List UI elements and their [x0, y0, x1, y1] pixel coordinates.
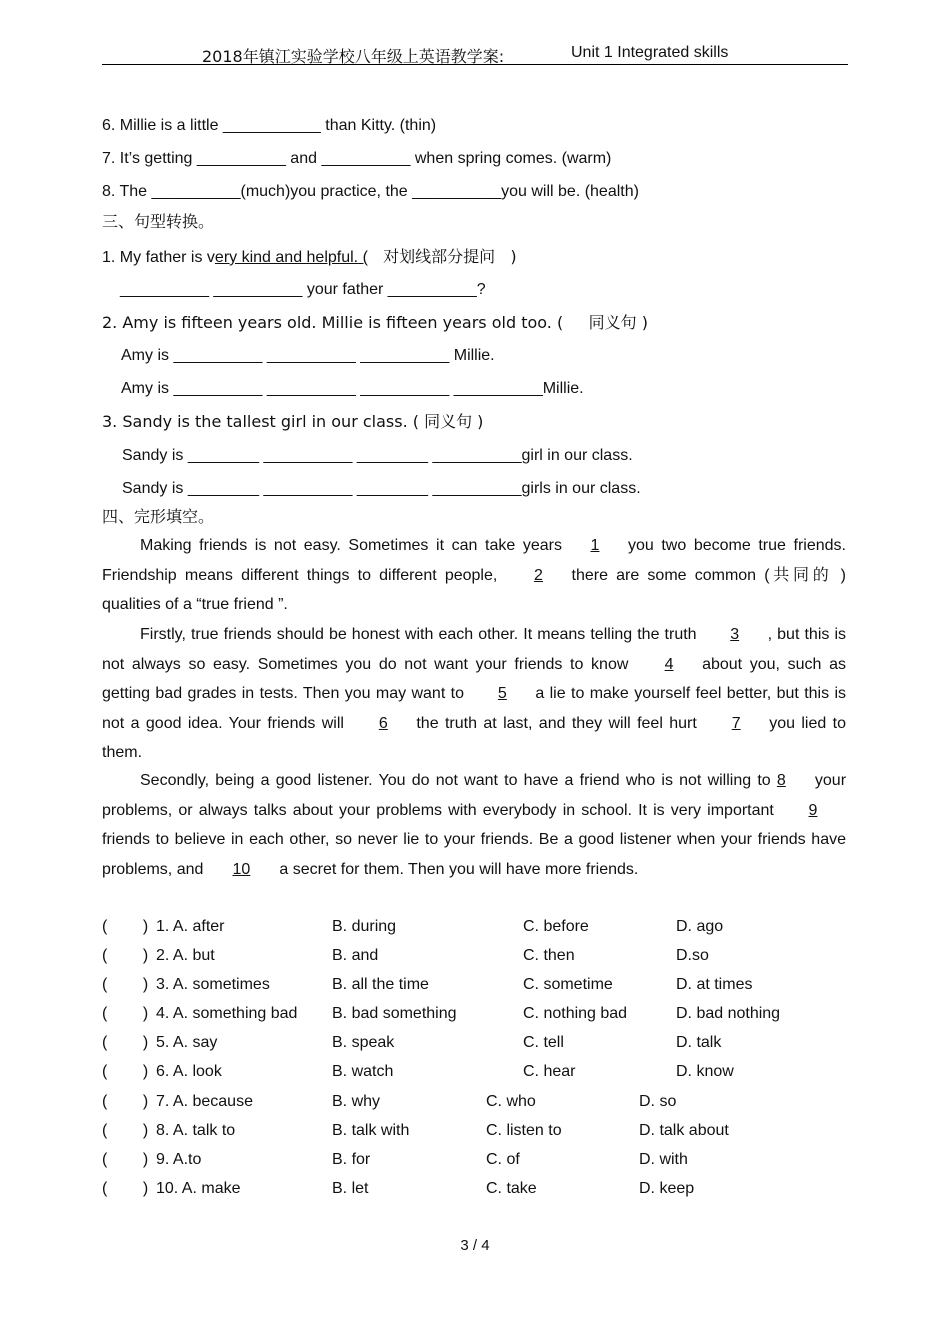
cloze-paragraph-3	[102, 766, 846, 884]
option-c: C. then	[523, 947, 575, 964]
header-title: 2018年镇江实验学校八年级上英语教学案:	[202, 47, 505, 66]
option-b: B. bad something	[332, 1005, 457, 1022]
option-c: C. nothing bad	[523, 1005, 628, 1022]
option-b: B. during	[332, 918, 397, 935]
cloze-text: you two become true friends. Friendship means different things to different people,	[102, 537, 846, 584]
option-d: D. know	[676, 1063, 734, 1080]
cloze-text: Secondly, being a good listener. You do not want to have a friend who is not willing to	[140, 772, 771, 789]
option-c: C. hear	[523, 1063, 576, 1080]
cloze-blank-10: 10	[232, 860, 251, 878]
answer-bracket: ( )	[102, 918, 149, 935]
cloze-text: Making friends is not easy. Sometimes it can take years	[140, 537, 562, 554]
option-d: D. with	[639, 1151, 688, 1168]
option-c: C. of	[486, 1151, 520, 1168]
cloze-blank-4: 4	[664, 655, 674, 673]
option-b: B. why	[332, 1093, 381, 1110]
section3-q1	[102, 247, 517, 268]
page-number: 3 / 4	[460, 1237, 490, 1254]
option-d: D. bad nothing	[676, 1005, 781, 1022]
option-a: 2. A. but	[156, 947, 215, 964]
option-a: 6. A. look	[156, 1063, 222, 1080]
cloze-text: , but this is not always so easy. Sometimes you do not want your friends to know	[102, 626, 846, 673]
cloze-text: you lied to them.	[102, 714, 846, 761]
option-b: B. watch	[332, 1063, 394, 1080]
option-d: D. ago	[676, 918, 724, 935]
option-b: B. and	[332, 947, 379, 964]
fill-item-6: 6. Millie is a little ___________ than Kitty. (thin)	[102, 117, 437, 134]
answer-bracket: ( )	[102, 1151, 149, 1168]
option-a: 1. A. after	[156, 918, 225, 935]
cloze-blank-9: 9	[808, 801, 818, 819]
option-b: B. talk with	[332, 1122, 410, 1139]
cloze-text: there are some common (共同的 ) qualities of a “true friend ”.	[102, 566, 846, 613]
cloze-blank-7: 7	[731, 714, 741, 732]
cloze-blank-3: 3	[730, 626, 740, 643]
answer-bracket: ( )	[102, 1122, 149, 1139]
option-d: D. talk	[676, 1034, 722, 1051]
cloze-text: your problems, or always talks about your problems with everybody in school. It is very important	[102, 772, 847, 819]
cloze-paragraph-2	[102, 620, 846, 768]
answer-bracket: ( )	[102, 947, 149, 964]
option-d: D. keep	[639, 1180, 695, 1197]
option-d: D.so	[676, 947, 709, 964]
answer-bracket: ( )	[102, 1063, 149, 1080]
option-a: 8. A. talk to	[156, 1122, 236, 1139]
cloze-blank-2: 2	[534, 566, 543, 584]
q1-underlined: ery kind and helpful. (	[214, 249, 368, 266]
section3-q3-answer-1: Sandy is ________ __________ ________ __________girl in our class.	[122, 447, 633, 464]
cloze-text: a lie to make yourself feel better, but this is not a good idea. Your friends will	[102, 685, 847, 732]
option-c: C. who	[486, 1093, 536, 1110]
section3-title: 三、句型转换。	[102, 212, 215, 231]
cloze-text: a secret for them. Then you will have more friends.	[279, 860, 639, 878]
cloze-blank-5: 5	[497, 685, 507, 702]
option-b: B. for	[332, 1151, 371, 1168]
page-header	[102, 42, 848, 65]
section3-q2-answer-1: Amy is __________ __________ __________ Millie.	[121, 347, 495, 364]
section3-q3-answer-2: Sandy is ________ __________ ________ __________girls in our class.	[122, 480, 641, 497]
section3-q2-answer-2: Amy is __________ __________ __________ __________Millie.	[121, 380, 584, 397]
option-a: 7. A. because	[156, 1093, 253, 1110]
option-c: C. listen to	[486, 1122, 562, 1139]
cloze-blank-6: 6	[378, 714, 388, 732]
answer-bracket: ( )	[102, 1005, 149, 1022]
cloze-text: Firstly, true friends should be honest with each other. It means telling the truth	[140, 626, 697, 643]
answer-bracket: ( )	[102, 976, 149, 993]
option-c: C. tell	[523, 1034, 564, 1051]
cloze-text: friends to believe in each other, so never lie to your friends. Be a good listener when your friends have problems, and	[102, 831, 846, 878]
section3-q2: 2. Amy is fifteen years old. Millie is fifteen years old too. ( 同义句 )	[102, 313, 648, 332]
option-d: D. talk about	[639, 1122, 729, 1139]
answer-bracket: ( )	[102, 1093, 149, 1110]
cloze-blank-8: 8	[776, 772, 786, 789]
section4-title: 四、完形填空。	[102, 507, 215, 526]
section3-q3: 3. Sandy is the tallest girl in our class. ( 同义句 )	[102, 412, 484, 431]
option-a: 3. A. sometimes	[156, 976, 270, 993]
option-c: C. take	[486, 1180, 537, 1197]
q1-suffix: 对划线部分提问 )	[367, 247, 517, 266]
answer-bracket: ( )	[102, 1034, 149, 1051]
answer-bracket: ( )	[102, 1180, 149, 1197]
option-c: C. before	[523, 918, 589, 935]
option-a: 4. A. something bad	[156, 1005, 298, 1022]
option-b: B. speak	[332, 1034, 395, 1051]
option-b: B. let	[332, 1180, 369, 1197]
cloze-blank-1: 1	[590, 537, 600, 554]
cloze-text: the truth at last, and they will feel hurt	[416, 714, 697, 732]
fill-item-8: 8. The __________(much)you practice, the __________you will be. (health)	[102, 183, 639, 200]
option-b: B. all the time	[332, 976, 429, 993]
cloze-paragraph-1	[102, 531, 846, 620]
option-a: 9. A.to	[156, 1151, 202, 1168]
option-c: C. sometime	[523, 976, 613, 993]
q1-prefix: 1. My father is v	[102, 249, 215, 266]
header-unit: Unit 1 Integrated skills	[571, 44, 729, 61]
section3-q1-answer: __________ __________ your father __________?	[120, 281, 486, 298]
option-a: 10. A. make	[156, 1180, 241, 1197]
option-d: D. at times	[676, 976, 753, 993]
option-a: 5. A. say	[156, 1034, 218, 1051]
cloze-text: about you, such as getting bad grades in tests. Then you may want to	[102, 655, 846, 702]
option-d: D. so	[639, 1093, 677, 1110]
fill-item-7: 7. It’s getting __________ and __________ when spring comes. (warm)	[102, 150, 612, 167]
